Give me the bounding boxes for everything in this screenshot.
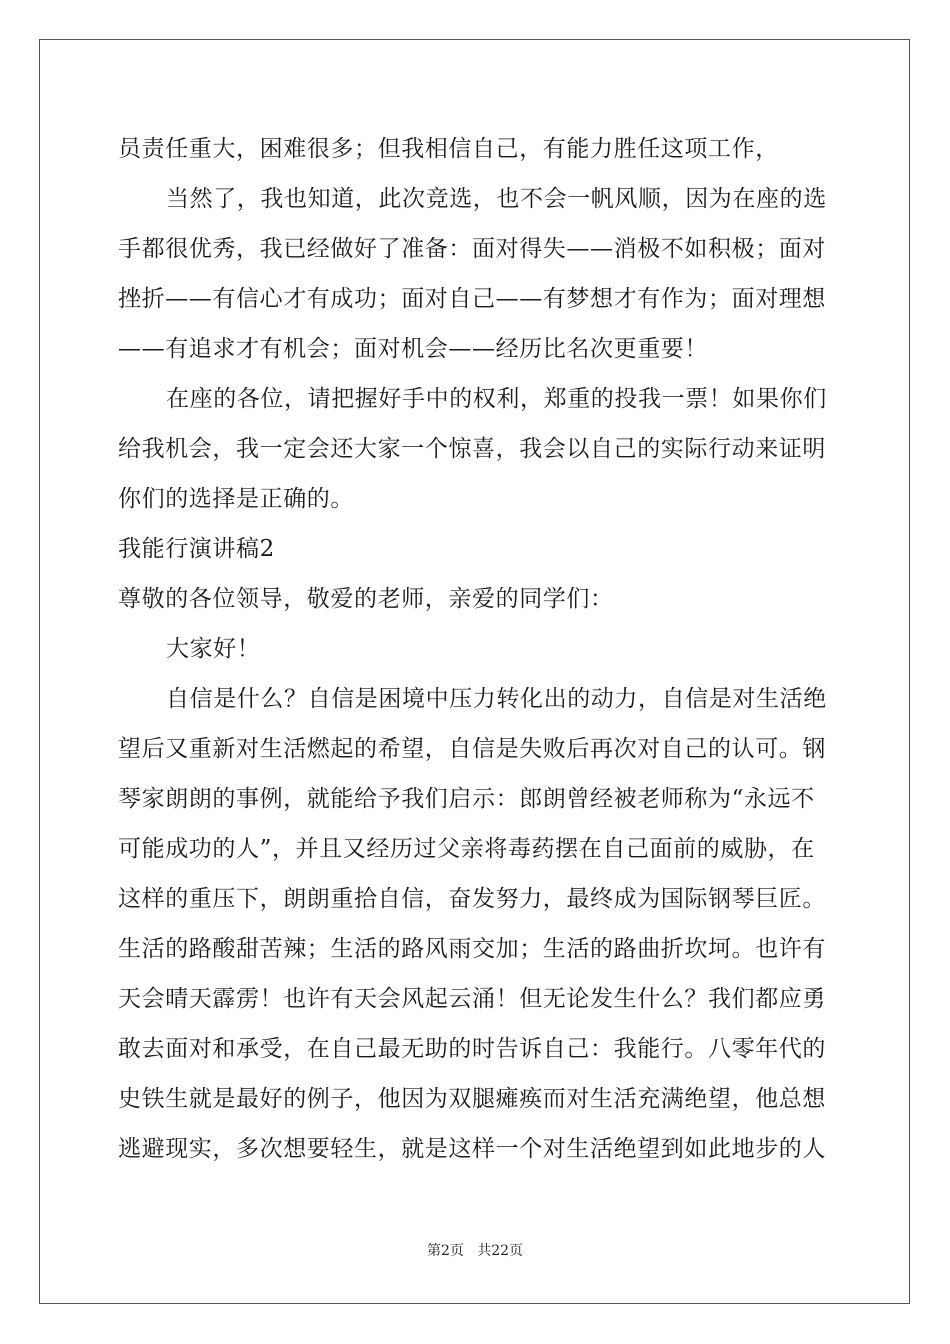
text-line: 自信是什么？自信是困境中压力转化出的动力，自信是对生活绝	[166, 686, 827, 712]
text-line: 可能成功的人”，并且又经历过父亲将毒药摆在自己面前的威胁，在	[118, 836, 815, 862]
text-line: 手都很优秀，我已经做好了准备：面对得失——消极不如积极；面对	[118, 236, 826, 262]
text-line: ——有追求才有机会；面对机会——经历比名次更重要！	[118, 336, 708, 362]
page-number: 第2页 共22页	[426, 1243, 524, 1259]
text-line: 逃避现实，多次想要轻生，就是这样一个对生活绝望到如此地步的人	[118, 1136, 826, 1162]
text-line: 你们的选择是正确的。	[118, 486, 354, 512]
text-line: 敢去面对和承受，在自己最无助的时告诉自己：我能行。八零年代的	[118, 1036, 826, 1062]
text-line: 挫折——有信心才有成功；面对自己——有梦想才有作为；面对理想	[118, 286, 826, 312]
text-line: 给我机会，我一定会还大家一个惊喜，我会以自己的实际行动来证明	[118, 436, 826, 462]
text-line: 琴家朗朗的事例，就能给予我们启示：郎朗曾经被老师称为“永远不	[118, 786, 815, 812]
text-line: 员责任重大，困难很多；但我相信自己，有能力胜任这项工作，	[118, 136, 779, 162]
text-line: 当然了，我也知道，此次竞选，也不会一帆风顺，因为在座的选	[166, 186, 827, 212]
salutation: 尊敬的各位领导，敬爱的老师，亲爱的同学们：	[118, 586, 614, 612]
text-line: 生活的路酸甜苦辣；生活的路风雨交加；生活的路曲折坎坷。也许有	[118, 936, 826, 962]
text-line: 望后又重新对生活燃起的希望，自信是失败后再次对自己的认可。钢	[118, 736, 826, 762]
page-footer	[0, 1240, 950, 1260]
text-line: 这样的重压下，朗朗重拾自信，奋发努力，最终成为国际钢琴巨匠。	[118, 886, 826, 912]
greeting: 大家好！	[166, 636, 261, 662]
text-line: 史铁生就是最好的例子，他因为双腿瘫痪而对生活充满绝望，他总想	[118, 1086, 826, 1112]
text-line: 天会晴天霹雳！也许有天会风起云涌！但无论发生什么？我们都应勇	[118, 986, 826, 1012]
document-body	[118, 124, 834, 1174]
section-title: 我能行演讲稿2	[118, 536, 275, 562]
text-line: 在座的各位，请把握好手中的权利，郑重的投我一票！如果你们	[166, 386, 827, 412]
